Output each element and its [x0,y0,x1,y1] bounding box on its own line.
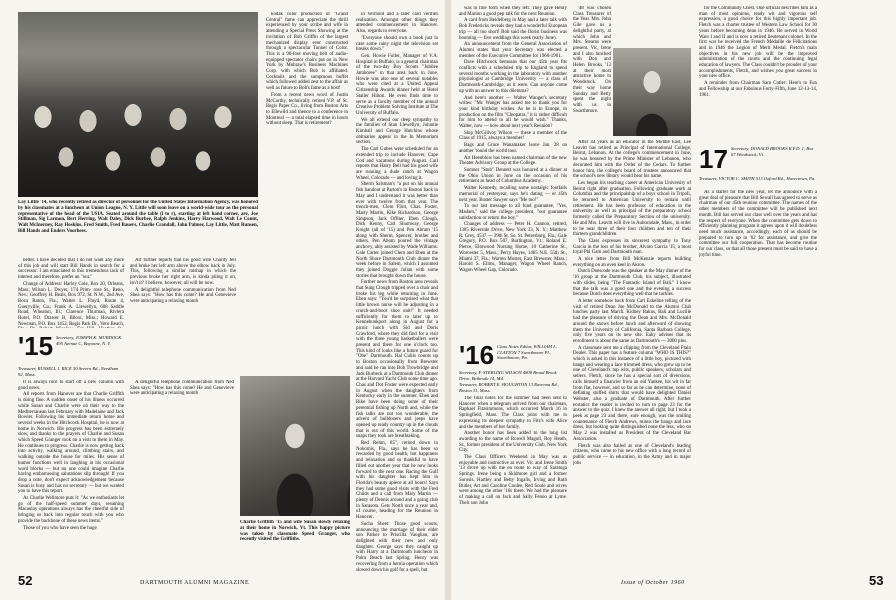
left-column-3 [356,12,438,572]
paragraph: It is always nice to start off a new column with good news. [18,380,124,391]
griffith-photo-caption: Charlie Griffith '15 and wife Susan slowly relaxing at their home in Norwich, Vt. This happy picture was taken by classmate Speed Granger, who recently visited the Griffiths. [240,520,350,543]
paragraph: Red Rehm, 85", retired down in Nokomis, Fla., says he has been so rewarded by good health, but happiness and relaxation and so thankful to have filled out another year that he now looks forward to the next one. Racing the Gulf with his daughter has kept him in Florida's beauty apiece at all hours! Says they had some good visits with the Fred Childs and a call from Mary Martin — plenty of Dennis around and a going club in Sarasota. Gets North once a year and, of course, heading for the Reunion in Hanover. [356,441,438,521]
left-column-1-bottom [18,380,124,570]
paragraph: After 44 years as an educator in the Middle East, Lee Leavitt has retired as Principal of International College, Beirut, Lebanon. At the college's commencement in June, he was honored by the Prime Minister of Lebanon, who decorated him with the Order of the Cedars. To further honor him, the college's board of trustees announced that the school's new library would bear his name. [573,140,691,180]
right-column-3-bottom [699,190,817,572]
paragraph: Skip McGillvoy Wilson — these a member of the Class of 1915, always a member! [459,130,567,142]
paragraph: Sumner "Stub" Dennett was honored at a dinner at the Ohio Union in June on the occasion of his retirement as head of Columbus Academy. [459,167,567,185]
right-column-1-top [459,6,567,341]
left-page [0,0,445,600]
class-1916-treasurer: Treasurer, ROBERT E. HOUGHTON 13 Ravenna Rd., Boston 31, Mass. [459,382,559,393]
paragraph: Les began his teaching career at American University of Beirut right after graduation. Following graduate work at Columbia and the principalship of a boys school in Tripoli, he returned to American University to remain until retirement. He has been professor of education in the university as well as principal of the preparatory school formerly called the Preparatory Section of the university. He and Mrs. Leavitt will live in Auburndale, Mass., in order to be near three of their four children and ten of their thirteen grandchildren. [573,180,691,238]
paragraph: Further news from Boston area reveals that Sung Clough tripped over a chair and broke his leg while returning in June. Eben says: "You'd be surprised what that little brown nurse will be adjusting in a crutch-and-boot shoe unit!" It needed sufficiently for them to later up to Kennebunkport along in August for a picnic lunch with Sid and Doris Crawford, where they did find for a visit with the three young basketballers were present and there for one o'clock too. This kind of looks like a future guard for "Obe" Dartmouth. Hal Cullis counts up to Boston occasionally from Brewster and said he ran into Bob Trowbridge and Jack Burbeck at a Dartmouth Club dinner at the Harvard Yacht Club some time ago. Chas and Dot Foster were expected early in August when the daughters from Kentucky early in the summer. Eben and Rike have been doing some of their perennial fishing up North and, while the fish talks are not too wonderable, the advent of bulldozers and jeeps have opened up ready country up in the clouds that is out of this world. Some of the snaps they took are breathtaking. [356,280,438,440]
paragraph: And here's another — Walter Wanger's secretary writes: "Mr. Wanger has asked me to thank you for your kind birthday wishes. As he is in Europe, in production on the film "Cleopatra," it is rather difficult for him to attend to all he would wish." Thanks, Walter, now — how about next year's Reunion? [459,95,567,130]
paragraph: Dutch Doescode was the speaker at the May dinner of the '16 group at the Dartmouth Club, his subject, illustrated with slides, being "The Fantastic Island of Bali." I know that the talk was a good one and the evening a success because Dutch does everything well that he tackles. [573,269,691,298]
issue-date-footer: Issue of October 1960 [621,580,685,586]
paragraph: for the Community Chest. One official describes him as a man of most opinions, ready wit and vigorous self expression, a good choice for this highly important job. Fletch was a charter trustee of Western Law School for 30 years before becoming dean in 1946. He served in World Wars I and II and is now a retired lieutenant colonel. In the first war he received the French Médaille de Félicitations and in 1946 the Legion of Merit Medal. Fletch's main objectives in his new job will be the improved administration of the courts and the continuing legal education of lawyers. The Class couldn't be prouder of your accomplishments, Fletch, and wishes you great success in your new office. [699,6,817,80]
class-1917-number: 17 [699,144,728,174]
paragraph: Those of you who have seen the huge [23,525,97,531]
paragraph: A letter somehow back from Carl Eskeline telling of the visit of retired Dean Joe McDonald to the Alumni Club lunches party last March. Kidney Bakus, Bali and Lucille had the pleasure of driving the Dean and Mrs. McDonald around the snows before lunch and afterward of showing them the University of California, Santa Barbara College, only five years on its new site. Eaky advises that its enrollment is about the same as Dartmouth's — 3000 plus. [573,298,691,344]
class-1915-secretary: Secretary, JOSEPH K. MURDOCK 495 Avenue C, Bayonne, N. Y. [56,335,122,346]
right-column-3-top [699,6,817,138]
paragraph: A reminder from Chairman Sam Cutler: Here's to Fun and Fellowship at our Fabulous Forty-Fifth, June 12-13-14, 1961. [699,81,817,98]
paragraph: Sucha Sheet: Those good scouts, announcing the marriage of their elder son Parker to Priscilla Vaughan, are delighted with their new and only daughter. George says they caught up with Harry at a Dartmouth luncheon in Palm Beach last Spring. Henry was recovering from a hernia operation which slowed down his golf for a spell, but [356,521,438,572]
lee-leavitt-portrait [613,48,691,136]
left-column-2-bottom [130,380,234,570]
paragraph: The final notes for the summer had been sent to Hanover when a telegram arrived from our chairman, Raphael Fitzsimmons, which occurred March 16 in Springfield, Mass. The Class joins with me in expressing its deepest sympathy to Fitz's wife Alice and the members of her family. [459,396,567,430]
paragraph: kodak color production of "Grand Central" fame can appreciate the thrill experienced by your scribe and wife in attending a Special Press Showing at the invitation of Bob Griffin of the largest mechanized display ever constructed through a spectacular Tunnel of Color. This is a 90-foot moving belt of audio-equipped spectator chairs put on in New York by Mobraw's Business Machines Corp. with which Bob is affiliated. Cocktails and the sumptuous buffet which followed added zest to the affair as well as future to Bob's fame as a host! [266,12,348,92]
page-number-right: 53 [869,573,884,588]
paragraph: A nice letter from Bill McKenzie reports building everything on an even keel in Akron. [573,257,691,268]
paragraph: Fletch was also hailed as one of Cleveland's leading citizens, who came to his new office with a long record of public service — in education, in the Army and in major jobs [573,443,691,466]
paragraph: A delightful telephone communication from Ned Shea says: "How has this come? He and Genevieve were anticipating a relaxing month [130,287,236,304]
paragraph: '48 was chosen Class Treasurer of the Year. Mrs. John Gile gave us a delightful party, at which John and Mrs. Stearns were present. Vic, Irene and I also lunched with Don and Helen Brooks '13 at their most attractive home in Woodstock. On their way home Sunday and Betty spent the night with us in Swarthmore. [573,6,611,114]
class-1917-treasurer: Treasurer, VICTOR C. SMITH 513 Oxford Rd., Havertown, Pa. [699,176,816,181]
right-page [451,0,896,600]
paragraph: The Class expresses its sincerest sympathy to Tony Garcia in the loss of his brother, Alvaro Garcia '15, a most loyal Phi Gam and Dartmouth man. [573,238,691,256]
paragraph: A delightful telephone communication from Ned Shea says: "How has this come? He and Genevieve were anticipating a relaxing month [130,380,234,397]
right-column-2-top-narrow [573,6,611,138]
class-1916-number: '16 [459,340,495,370]
luncheon-photo-caption: Lay Little '14, who recently retired as director of personnel for the United States Information Agency, was honored by his classmates at a luncheon at Union League, N. Y. Little will soon leave on a world-wide tour as the personal representative of the head of the USIA. Seated around the table (l to r), starting at left hand corner, are, Joe Stillman, Sig Larmon, Bert Herring, Walt Daley, Dick Burbee, Ralph Jenkins, Harry Harwood, Walt Le Count, Walt McInerney, Ray Hoskins, Fred Smith, Fred Bauers, Charlie Crandall, John Palmer, Lay Little, Matt Runsen, Bill Hands and Enders Voorhees. [18,200,258,234]
class-1916-notes-editor: Class Notes Editor, WILLIAM L. CLAYTON 7 Swarthmore Pl., Swarthmore, Pa. [497,344,557,361]
griffith-couple-photo [240,376,350,516]
class-1917-secretary: Secretary, DONALD BROOKS R.F.D. 1, Box 67 Woodstock, Vt. [731,146,814,157]
paragraph: The Carl Gubes were scheduled for an extended trip to include Hanover, Cape Cod and vacations during August. Carl reports that Harry Bell had his good wife are running a dude ranch at Wagon Wheel, Colorado — and loving it. [356,147,438,181]
page-number-left: 52 [18,573,33,588]
paragraph: All reports from Hanover are that Charlie Griffith is doing fine. A sudden onset of his illness occurred while Susan and Charlie were on their way to the Mediterranean last February with Madelaine and Jack Bowler. Following his immediate return home and several weeks in the Hitchcock Hospital, he is now at home in Norwich. His progress has been extremely slow, and thanks to the prayers of Charlie and Susan which Speed Granger took on a visit to them in May. He continues to progress. Charlie is now getting back into activity, walking around, climbing stairs, and walking outside the house for miles. His sense of humor functions well in laughing at his occasional word blocks — but no one could imagine Charlie having embarrassing salutations slip through! If you drop a note, don't expect acknowledgement because Susan is busy and has no secretary — but we wanted you to have this report. [18,392,124,495]
paragraph: We all extend our deep sympathy to the families of Stan Llewellyn, Johnnie Kimball and George Hutchins whose obituaries appear in the In Memoriam section. [356,117,438,146]
paragraph: The Class Officers Weekend in May was as enjoyable and instructive as ever. Vic and Irene Smith '13 drove up with me en route to way of Saratoga Springs. Irene being a Skidmore girl and a former Sorosis. Hartley and Betty Ingalls, Irving and Ruth Butler, Art and Caroline Coulee, Red Soule and wives were among the other '16s there. We had the pleasure of making a call on Jack and Sally Fenno at Lyme. Their son John [459,455,567,506]
paragraph: To our last message to all fund guarantee, "Yes, Madam," said the college president, "our guarantee satisfaction or return the boy." [459,204,567,221]
class-luncheon-photo [18,12,258,197]
paragraph: Art Heenblow has been named chairman of the new Theater Advisory Group at the College. [459,155,567,167]
left-column-2-top [266,12,348,162]
paragraph: Another honor has been added to the long list awarding to the name of Rowell Magoll, Roy Heath, Sr., former president of the University Club, New York City. [459,431,567,454]
paragraph: was in fine form when they left. They gave Henry and Marion a good pep talk for the next Reunion. [459,6,567,17]
right-column-2 [573,140,691,572]
paragraph: A card from Heidelberg in May and a later talk with Bob Fredericks reveals they had a wonderful European trip — all too short! Bob said the florist business was booming — five weddings this week (early June). [459,18,567,41]
paragraph: A classmate sent me a clipping from the Cleveland Plain Dealer. This paper has a feature column "WHO IS THIS?" which is asked in this instance of a little boy, pictured with bangs and wearing a lace trimmed dress, who grew up to be one of Cleveland's top wits, public speakers, scholars and sellers. Fletch, since he has a special sort of diversions, calls himself a financier from an old Yankee, his wit in far from flat, however, and so far as he can determine, none of deflating stuffed shirts that would have delighted Daniel Webster, also a graduate of Dartmouth. After further ecstatics the reader is invited to turn to page 23 for the answer to the quiz. I knew the answer all right, but I took a peek at page 23 and there, sure enough, was the smiling countenance of Fletch Andrews, minus the bangs and lace dress, but looking quite distinguished none the less, who on May 2 was installed as President of the Cleveland Bar Association. [573,345,691,442]
paragraph: An announcement from the General Association of Alumni states that your Secretary was elected a member of the Executive Committee for 1960-1961. [459,42,567,59]
paragraph: "Everyone should own a book just in case some rainy night the television set breaks down." [356,35,438,53]
paragraph: Walter Kennedy, recalling some nostalgic footfalls memorial of yesteryear, says he's dating — er 45th next year. Buster Sawyer says "Me too!" [459,186,567,203]
paragraph: in Vermont and a later card verifies realization. Amongst other things they attended commencement in Hanover. Also, regards to everyone. [356,12,438,35]
paragraph: Change of Address: Harley Cole, Box 20, Orleans, Mass; Wilson L. Dwyer, 174 Prim- rose St., Reno, Nev.; Geoffrey H. Beals, Box 972, St. N.W., 2nd Ave, Boca Raton, Fla.; Walter L. Floyd, Route 4, Gueryville, Ga.; Frank A. Llewellyn, 608 Saddle Road, Wheaton, Ill.; Clarence Thurman, Riviera Hotel, P.O. Drawer B, Biloxi, Miss.; Howard E. Newman, P.O. Box 1452, Regis Park Dr., Vero Beach, [18,281,124,327]
left-column-2-mid [130,258,236,376]
class-1916-secretary: Secretary, F. STERLING WILSON 4808 Broad Brook Drive, Bethesda 14, Md. [459,370,557,381]
class-1915-number: '15 [18,331,54,361]
paragraph: As Charlie Wellmore puts it: "As we enthusiasts let go of the half-speed summer days, resuming Macaulay operations always has the cheerful side of bringing us back into regular touch with you who provide the backbone of these news items." [18,496,124,524]
magazine-title-footer: DARTMOUTH ALUMNI MAGAZINE [140,580,250,586]
left-column-1-top [18,258,124,328]
class-1915-treasurer: Treasurer, RUSSELL J. RICE 50 Severn Rd., Needham 92, Mass. [18,366,119,377]
paragraph: Art further reports that his good wife Charity fell and broke her left arm above the elbow back in July. This, following a similar mishap in which the previous broke her right arm, is kinda piling it on, isn't it? I believe, however, all will be now. [130,258,236,286]
paragraph: Gen. Howie Fuller, Manager of V.A. Hospital in Buffalo, is a general chairman of the two-day Boy Scouts "Jubilee Jamboree" in that area back in June. Howie was also one of several notables who were cited at a United Appeal Citizenship Awards dinner held at Hotel Statler Hilton. He even finds time to serve as a faculty member of the annual Creative Problem Solving Institute at The University of Buffalo. [356,53,438,116]
paragraph: Bags and Grace Wanamaker leave Jan. 28 on another 'round the world tour. [459,143,567,154]
paragraph: better. I have decided that I do not want any more of this job and will start Bill Hands in search for a successor. I am emaciated to this tremendous lack of interest and therefore, prefer an "out." [18,258,124,281]
right-column-1-bottom [459,396,567,572]
paragraph: Dave Hitchcock bemoans that our 45th year fits conflicts with a scheduled trip to England to spend several months working in the laboratory with another physiologist at Cambridge University — a class of Dartmouth-Cambridge, as it were. Can anyone come up with an answer to this dilemma? [459,60,567,94]
paragraph: Sherm Salsman's "a put on his annual fish bandout at Parton's in Boston back in May and I understand it was better than ever with twelve from that year. The trench-men, Clem Flint, Chas. Foster, Marty Martin, Kike Richardson, George Simpson, Jack Offiter, Eben Clough, Dick Kenny, Carl Shumway, George Knight (all of '15) and Pen Abram '15 along with Sherm, Spencer, brother and others. Pen Abom poured the vintage anchovy, ably assisted by Wade Williams. Gale Carter joined Clem and Eben at the North Shore Dartmouth Club dinner the week before in Salem, which I assumed they joined Doggie Julian with some stories that brought down the house. [356,182,438,279]
paragraph: As a starter for the new year, let me announce with a great deal of pleasure that Bill Sewall has agreed to serve as chairman of our 45th reunion committee. The names of the other members of the committee will be published next month. Bill has served our class well over the years and has the respect of everyone. When the committee gets down to efficiently planning program it agrees upon it will doubtless need much assistance, accordingly, each of us should be prepared to turn up in '62 for assistance, and give the committee our full cooperation. That has become routine for our class, so that all those present must be said to have a joyful time. [699,190,817,258]
paragraph: Changes of address — Peter H. Cannon, retired, 1305 Riverside Drive, New York 33, N. Y.; Matthew R. Grey, 4537 — 39th St. So. St. Petersburg, Fla.; Gale Gregory, P.O. Box 507, Burlington, Vt.; Roland E. Pierce, Elmwood Nursing Home, 10 Catherine St., Worcester 5, Mass.; Perry Hayes, 1465 N.E. 55th St., Miami 37, Fla.; Warren Moster, East Brewster, Mass.; Harold S. Ellms, Manager, Wagon Wheel Ranch, Wagon Wheel Gap, Colorado. [459,222,567,273]
paragraph: From a recent news word of Justin McCarthy, technically retired V.P. of St. Regis Paper Co., living from Boston Arts to Ellewild and thence to a conference in Montreal — a total elapsed time in hours without sleep. That is retirement? [266,92,348,127]
